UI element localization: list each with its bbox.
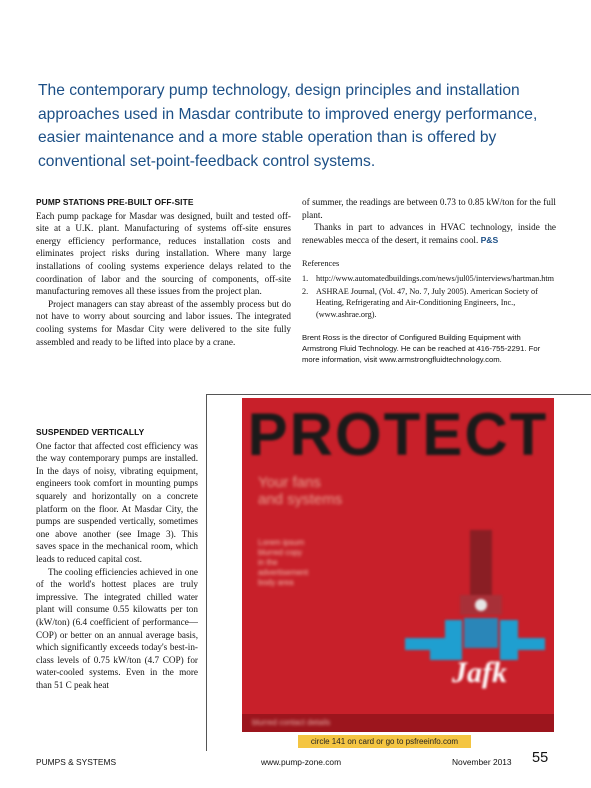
author-bio: Brent Ross is the director of Configured Building Equipment with Armstrong Fluid Technology. He can be reached at 416-755-2291. For more information, visit www.armstrongfluidtechnology.com.: [302, 332, 541, 364]
section-heading: PUMP STATIONS PRE-BUILT OFF-SITE: [36, 197, 194, 207]
column-left-top: [36, 196, 291, 348]
pump-volute: [464, 618, 498, 648]
body-paragraph: One factor that affected cost efficiency was the way contemporary pumps are installed. In the days of noisy, vibrating equipment, engineers took comfort in mounting pumps squarely and horizontally on a concrete platform on the floor. At Masdar City, the pumps are suspended vertically, sometimes one above another (see Image 3). This saves space in the mechanical room, which leads to reduced capital cost.: [36, 440, 198, 564]
pipe-left: [405, 620, 462, 660]
body-text: Thanks in part to advances in HVAC technology, inside the renewables mecca of the desert, it remains cool.: [302, 222, 556, 245]
footer-publication: PUMPS & SYSTEMS: [36, 757, 117, 767]
ad-title: PROTECT: [247, 401, 549, 468]
body-paragraph: of summer, the readings are between 0.73 to 0.85 kW/ton for the full plant.: [302, 197, 556, 220]
body-paragraph: [302, 221, 556, 246]
pump-illustration: [400, 520, 550, 670]
ad-footer: [242, 714, 554, 732]
reader-service-tag[interactable]: circle 141 on card or go to psfreeinfo.com: [298, 735, 471, 748]
column-right: [302, 196, 556, 365]
pump-gauge: [475, 599, 487, 611]
ad-body-text: Lorem ipsum blurred copy in the advertisement body area: [258, 538, 309, 587]
column-left-bottom: [36, 426, 198, 691]
end-logo: P&S: [480, 234, 499, 245]
ad-footer-text: blurred contact details: [252, 718, 331, 727]
footer-website[interactable]: www.pump-zone.com: [261, 757, 342, 767]
reference-number: 1.: [302, 273, 309, 283]
page-number: 55: [532, 750, 549, 766]
references-list: [302, 273, 556, 320]
pull-quote: The contemporary pump technology, design principles and installation approaches used in Masdar contribute to improved energy performance, easier maintenance and a more stable operation than is offered by conventional set-point-feedback control systems.: [38, 82, 538, 170]
reference-item: [302, 286, 556, 320]
references-title: References: [302, 259, 340, 269]
footer-date: November 2013: [452, 757, 512, 767]
advertisement[interactable]: [242, 398, 554, 732]
ad-logo: Jafk: [452, 656, 507, 689]
body-paragraph: The cooling efficiencies achieved in one of the world's hottest places are truly impressive. The integrated chilled water plant will consume 0.55 kilowatts per ton (kW/ton) (6.4 coefficient of performance— COP) or better on an annual average basis, which significantly exceeds today's best-in-class levels of 0.75 kW/ton (4.7 COP) for water-cooled systems. Even in the more than 51 C peak heat: [36, 566, 198, 690]
pipe-right: [500, 620, 545, 660]
body-paragraph: Project managers can stay abreast of the assembly process but do not have to worry about sourcing and labor issues. The integrated cooling systems for Masdar City were delivered to the site fully assembled and ready to be lifted into place by a crane.: [36, 298, 291, 347]
pump-motor: [470, 530, 492, 600]
reference-item: [302, 273, 556, 284]
section-heading: SUSPENDED VERTICALLY: [36, 427, 145, 437]
body-paragraph: Each pump package for Masdar was designed, built and tested off-site at a U.K. plant. Manufacturing of systems off-site ensures energy efficiency performance, reduces installation costs and eliminates project risks during installation. Where many large installations of cooling systems experience delays related to the coordination of labor and the sourcing of components, off-site manufacturing removes all these issues from the project plan.: [36, 210, 291, 297]
reference-number: 2.: [302, 287, 309, 297]
ad-subtitle: Your fans and systems: [258, 474, 343, 508]
reference-text: ASHRAE Journal, (Vol. 47, No. 7, July 2005). American Society of Heating, Refrigerating and Air-Conditioning Engineers, Inc., (www.ashrae.org).: [316, 287, 538, 319]
reference-text: http://www.automatedbuildings.com/news/jul05/interviews/hartman.htm: [316, 273, 555, 283]
